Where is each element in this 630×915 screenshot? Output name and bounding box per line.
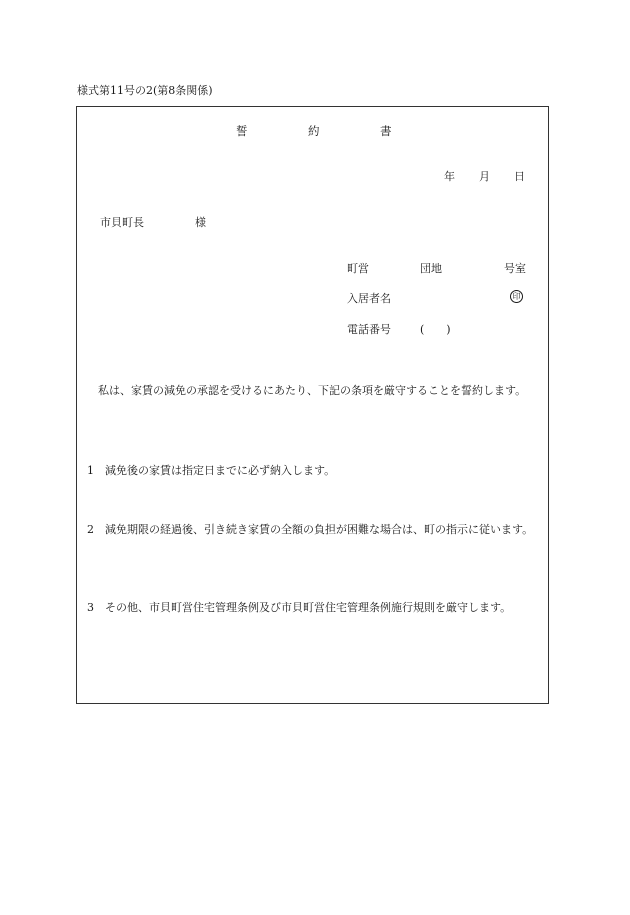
addressee-name: 市貝町長: [100, 216, 144, 229]
phone-parentheses: ( ): [420, 323, 451, 336]
seal-mark: 印: [510, 290, 523, 303]
form-number-label: 様式第11号の2(第8条関係): [77, 84, 213, 97]
pledge-statement: 私は、家賃の減免の承認を受けるにあたり、下記の条項を厳守することを誓約します。: [87, 384, 527, 397]
title-char-3: 書: [380, 124, 392, 138]
clause-1: 1 減免後の家賃は指定日までに必ず納入します。: [87, 464, 336, 477]
clause-2: 2 減免期限の経過後、引き続き家賃の全額の負担が困難な場合は、町の指示に従います。: [87, 523, 534, 536]
addressee-honorific: 様: [195, 216, 206, 229]
date-day-label: 日: [514, 170, 525, 183]
title-char-1: 誓: [236, 124, 248, 138]
date-month-label: 月: [479, 170, 490, 183]
housing-complex-label: 団地: [420, 262, 442, 275]
clause-3: 3 その他、市貝町営住宅管理条例及び市貝町営住宅管理条例施行規則を厳守します。: [87, 601, 512, 614]
housing-prefix-label: 町営: [347, 262, 369, 275]
phone-label: 電話番号: [347, 323, 391, 336]
title-char-2: 約: [308, 124, 320, 138]
room-number-label: 号室: [504, 262, 526, 275]
resident-name-label: 入居者名: [347, 292, 391, 305]
date-year-label: 年: [444, 170, 455, 183]
